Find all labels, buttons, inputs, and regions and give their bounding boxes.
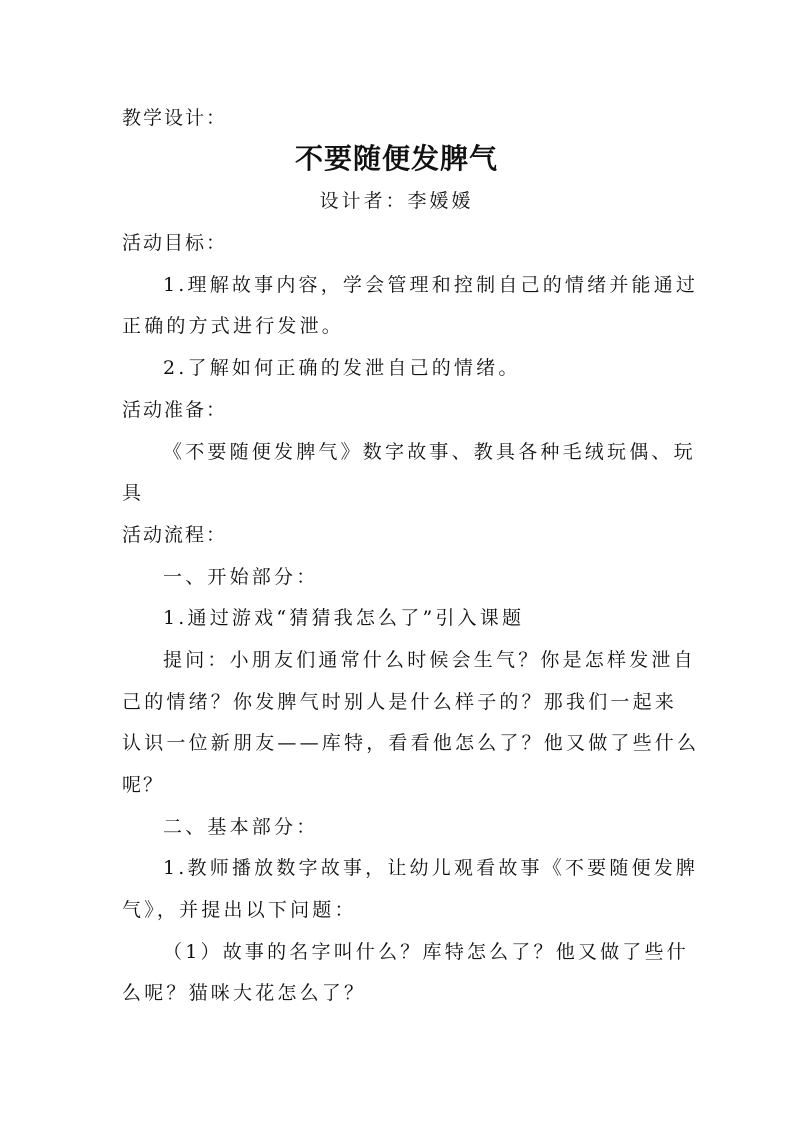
author-line: 设计者：李媛媛 xyxy=(319,190,474,212)
question-line-2: 己的情绪？你发脾气时别人是什么样子的？那我们一起来 xyxy=(122,691,678,713)
question-line-4: 呢？ xyxy=(122,774,165,796)
preparation-line-1: 《不要随便发脾气》数字故事、教具各种毛绒玩偶、玩 xyxy=(163,441,696,463)
preparation-line-2: 具 xyxy=(122,482,144,504)
goals-heading: 活动目标： xyxy=(122,232,228,254)
part2-item-1-line-2: 气》，并提出以下问题： xyxy=(122,899,357,921)
question-line-1: 提问：小朋友们通常什么时候会生气？你是怎样发泄自 xyxy=(163,649,696,671)
question-line-3: 认识一位新朋友——库特，看看他怎么了？他又做了些什么 xyxy=(122,732,700,754)
process-heading: 活动流程： xyxy=(122,524,228,546)
page-title: 不要随便发脾气 xyxy=(294,142,498,175)
goal-item-1-line-1: 1.理解故事内容，学会管理和控制自己的情绪并能通过 xyxy=(163,274,699,296)
goal-item-2: 2.了解如何正确的发泄自己的情绪。 xyxy=(163,357,521,379)
part1-heading: 一、开始部分： xyxy=(163,566,319,588)
header-label: 教学设计： xyxy=(122,107,228,129)
preparation-heading: 活动准备： xyxy=(122,399,228,421)
part2-heading: 二、基本部分： xyxy=(163,816,319,838)
sub-question-1-line-2: 么呢？猫咪大花怎么了？ xyxy=(122,982,367,1004)
sub-question-1-line-1: （1）故事的名字叫什么？库特怎么了？他又做了些什 xyxy=(163,941,689,963)
part1-item-1: 1.通过游戏“猜猜我怎么了”引入课题 xyxy=(163,607,525,629)
part2-item-1-line-1: 1.教师播放数字故事，让幼儿观看故事《不要随便发脾 xyxy=(163,857,699,879)
goal-item-1-line-2: 正确的方式进行发泄。 xyxy=(122,315,345,337)
